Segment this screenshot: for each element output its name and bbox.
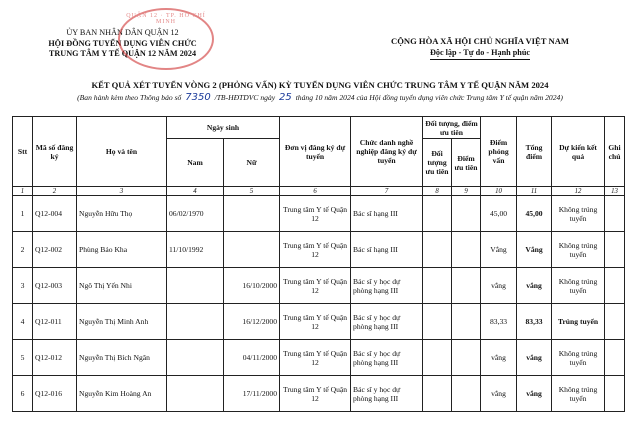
cell-total: 45,00 — [517, 196, 552, 232]
cell-interview: vắng — [481, 268, 517, 304]
cell-code: Q12-012 — [33, 340, 77, 376]
cell-unit: Trung tâm Y tế Quận 12 — [280, 268, 351, 304]
official-seal-stamp — [118, 8, 214, 70]
cell-priority-score — [452, 340, 481, 376]
cell-dob-female: 16/10/2000 — [224, 268, 280, 304]
cell-position: Bác sĩ y học dự phòng hạng III — [351, 304, 423, 340]
cell-interview: Vắng — [481, 232, 517, 268]
cell-stt: 2 — [13, 232, 33, 268]
cell-code: Q12-016 — [33, 376, 77, 412]
issuer-line-1: ỦY BAN NHÂN DÂN QUẬN 12 — [66, 28, 179, 37]
cell-dob-male — [167, 340, 224, 376]
col-stt-header: Stt — [13, 117, 33, 187]
cell-dob-female: 17/11/2000 — [224, 376, 280, 412]
cell-dob-male: 11/10/1992 — [167, 232, 224, 268]
col-code-header: Mã số đăng ký — [33, 117, 77, 187]
cell-dob-female — [224, 196, 280, 232]
subtitle-suffix: tháng 10 năm 2024 của Hội đồng tuyển dụng viên chức Trung tâm Y tế quận năm 2024) — [295, 93, 563, 102]
col-total-header: Tổng điểm — [517, 117, 552, 187]
cell-interview: vắng — [481, 340, 517, 376]
cell-total: vắng — [517, 268, 552, 304]
col-number: 12 — [552, 187, 605, 196]
cell-priority-type — [423, 340, 452, 376]
col-number: 7 — [351, 187, 423, 196]
cell-position: Bác sĩ y học dự phòng hạng III — [351, 340, 423, 376]
table-row — [13, 232, 625, 268]
cell-position: Bác sĩ y học dự phòng hạng III — [351, 268, 423, 304]
results-table — [12, 116, 625, 412]
cell-code: Q12-003 — [33, 268, 77, 304]
cell-stt: 4 — [13, 304, 33, 340]
cell-code: Q12-004 — [33, 196, 77, 232]
cell-code: Q12-002 — [33, 232, 77, 268]
seal-lettering: QUẬN 12 · TP. HỒ CHÍ MINH — [126, 13, 206, 25]
cell-stt: 1 — [13, 196, 33, 232]
cell-result: Không trúng tuyển — [552, 196, 605, 232]
cell-dob-male: 06/02/1970 — [167, 196, 224, 232]
cell-dob-female — [224, 232, 280, 268]
national-header — [355, 36, 605, 60]
handwritten-day: 25 — [279, 92, 292, 103]
cell-total: vắng — [517, 340, 552, 376]
cell-priority-type — [423, 304, 452, 340]
col-interview-header: Điểm phỏng vấn — [481, 117, 517, 187]
col-number: 11 — [517, 187, 552, 196]
col-number: 6 — [280, 187, 351, 196]
cell-priority-type — [423, 268, 452, 304]
cell-code: Q12-011 — [33, 304, 77, 340]
cell-priority-score — [452, 376, 481, 412]
cell-result: Không trúng tuyển — [552, 232, 605, 268]
col-priority-score-header: Điểm ưu tiên — [452, 139, 481, 187]
cell-name: Nguyễn Thị Minh Anh — [77, 304, 167, 340]
col-priority-type-header: Đối tượng ưu tiên — [423, 139, 452, 187]
cell-note — [605, 340, 625, 376]
cell-name: Ngô Thị Yến Nhi — [77, 268, 167, 304]
cell-note — [605, 304, 625, 340]
cell-dob-male — [167, 304, 224, 340]
cell-unit: Trung tâm Y tế Quận 12 — [280, 232, 351, 268]
col-priority-header: Đối tượng, điểm ưu tiên — [423, 117, 481, 139]
cell-dob-female: 04/11/2000 — [224, 340, 280, 376]
col-number: 2 — [33, 187, 77, 196]
cell-note — [605, 196, 625, 232]
cell-priority-score — [452, 304, 481, 340]
cell-priority-type — [423, 232, 452, 268]
col-number: 10 — [481, 187, 517, 196]
column-number-row — [13, 187, 625, 196]
national-motto: Độc lập - Tự do - Hạnh phúc — [430, 47, 530, 60]
col-number: 1 — [13, 187, 33, 196]
cell-note — [605, 232, 625, 268]
cell-position: Bác sĩ y học dự phòng hạng III — [351, 376, 423, 412]
cell-position: Bác sĩ hạng III — [351, 196, 423, 232]
cell-interview: 45,00 — [481, 196, 517, 232]
cell-result: Trúng tuyển — [552, 304, 605, 340]
issuer-line-2: HỘI ĐỒNG TUYỂN DỤNG VIÊN CHỨC — [48, 38, 197, 48]
col-unit-header: Đơn vị đăng ký dự tuyển — [280, 117, 351, 187]
table-row — [13, 268, 625, 304]
cell-total: 83,33 — [517, 304, 552, 340]
cell-interview: 83,33 — [481, 304, 517, 340]
table-row — [13, 376, 625, 412]
col-male-header: Nam — [167, 139, 224, 187]
cell-unit: Trung tâm Y tế Quận 12 — [280, 196, 351, 232]
cell-stt: 5 — [13, 340, 33, 376]
cell-result: Không trúng tuyển — [552, 376, 605, 412]
cell-interview: vắng — [481, 376, 517, 412]
col-female-header: Nữ — [224, 139, 280, 187]
national-title: CỘNG HÒA XÃ HỘI CHỦ NGHĨA VIỆT NAM — [390, 36, 570, 46]
cell-result: Không trúng tuyển — [552, 268, 605, 304]
cell-position: Bác sĩ hạng III — [351, 232, 423, 268]
subtitle-prefix: (Ban hành kèm theo Thông báo số — [77, 93, 182, 102]
issuer-line-3: TRUNG TÂM Y TẾ QUẬN 12 NĂM 2024 — [48, 49, 197, 58]
cell-dob-female: 16/12/2000 — [224, 304, 280, 340]
col-position-header: Chức danh nghề nghiệp đăng ký dự tuyển — [351, 117, 423, 187]
cell-stt: 6 — [13, 376, 33, 412]
cell-name: Nguyễn Thị Bích Ngân — [77, 340, 167, 376]
table-row — [13, 340, 625, 376]
col-name-header: Họ và tên — [77, 117, 167, 187]
cell-priority-score — [452, 196, 481, 232]
cell-unit: Trung tâm Y tế Quận 12 — [280, 340, 351, 376]
cell-priority-score — [452, 232, 481, 268]
cell-priority-score — [452, 268, 481, 304]
document-title: KẾT QUẢ XÉT TUYỂN VÒNG 2 (PHỎNG VẤN) KỲ TUYỂN DỤNG VIÊN CHỨC TRUNG TÂM Y TẾ QUẬN NĂM 2024 — [91, 80, 549, 90]
col-number: 5 — [224, 187, 280, 196]
cell-dob-male — [167, 268, 224, 304]
col-note-header: Ghi chú — [605, 117, 625, 187]
cell-total: Vắng — [517, 232, 552, 268]
cell-stt: 3 — [13, 268, 33, 304]
cell-total: vắng — [517, 376, 552, 412]
col-number: 9 — [452, 187, 481, 196]
col-number: 4 — [167, 187, 224, 196]
cell-name: Nguyễn Hữu Thọ — [77, 196, 167, 232]
handwritten-notice-number: 7350 — [185, 92, 211, 103]
table-row — [13, 196, 625, 232]
subtitle-mid: /TB-HĐTDVC ngày — [214, 93, 276, 102]
cell-note — [605, 268, 625, 304]
cell-result: Không trúng tuyển — [552, 340, 605, 376]
cell-unit: Trung tâm Y tế Quận 12 — [280, 376, 351, 412]
cell-priority-type — [423, 376, 452, 412]
table-row — [13, 304, 625, 340]
cell-dob-male — [167, 376, 224, 412]
col-number: 3 — [77, 187, 167, 196]
cell-priority-type — [423, 196, 452, 232]
cell-name: Nguyễn Kim Hoàng An — [77, 376, 167, 412]
cell-note — [605, 376, 625, 412]
col-dob-header: Ngày sinh — [167, 117, 280, 139]
document-subtitle — [10, 92, 630, 103]
col-number: 13 — [605, 187, 625, 196]
col-result-header: Dự kiến kết quả — [552, 117, 605, 187]
cell-unit: Trung tâm Y tế Quận 12 — [280, 304, 351, 340]
col-number: 8 — [423, 187, 452, 196]
cell-name: Phùng Bảo Kha — [77, 232, 167, 268]
